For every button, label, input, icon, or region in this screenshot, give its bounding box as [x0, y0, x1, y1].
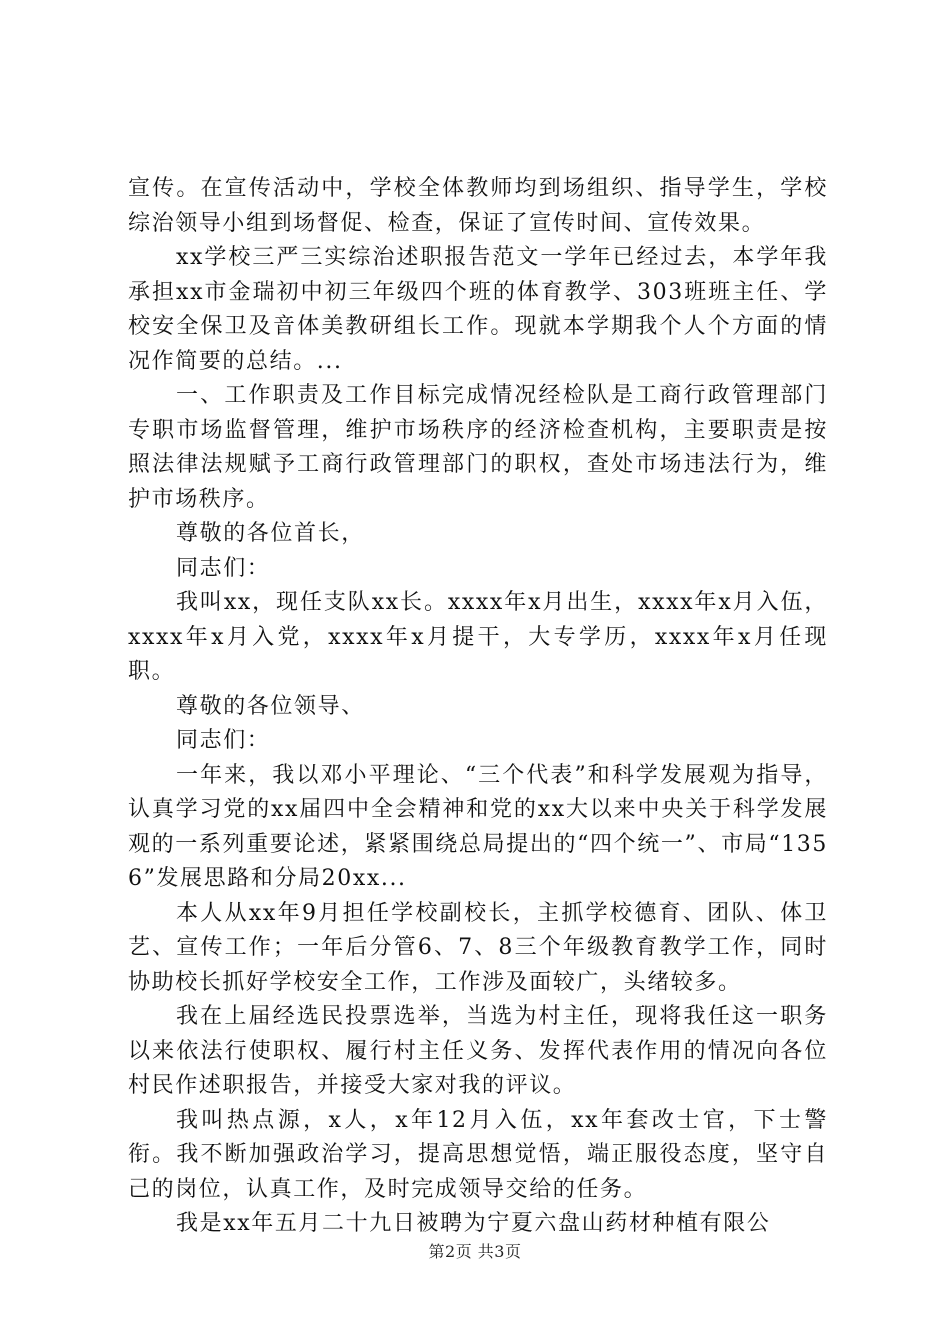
salutation: 尊敬的各位首长， — [176, 521, 365, 546]
salutation: 尊敬的各位领导、 — [176, 693, 365, 719]
paragraph: 一、工作职责及工作目标完成情况经检队是工商行政管理部门专职市场监督管理，维护市场秩序的经济检查机构，主要职责是按照法律法规赋予工商行政管理部门的职权，查处市场违法行为，维护市场秩序。 — [128, 383, 828, 512]
paragraph: xx学校三严三实综治述职报告范文一学年已经过去，本学年我承担xx市金瑞初中初三年级四个班的体育教学、303班班主任、学校安全保卫及音体美教研组长工作。现就本学期我个人个方面的情况作简要的总结。... — [128, 245, 828, 374]
paragraph: 我叫xx，现任支队xx长。xxxx年x月出生，xxxx年x月入伍，xxxx年x月入党，xxxx年x月提干，大专学历，xxxx年x月任现职。 — [128, 590, 828, 684]
paragraph: 一年来，我以邓小平理论、“三个代表”和科学发展观为指导，认真学习党的xx届四中全会精神和党的xx大以来中央关于科学发展观的一系列重要论述，紧紧围绕总局提出的“四个统一”、市局“1356”发展思路和分局20xx... — [128, 762, 828, 891]
document-body — [128, 172, 828, 1242]
salutation: 同志们： — [176, 728, 271, 753]
salutation: 同志们： — [176, 555, 271, 581]
paragraph-truncated: 我是xx年五月二十九日被聘为宁夏六盘山药材种植有限公 — [176, 1211, 771, 1236]
paragraph: 我在上届经选民投票选举，当选为村主任，现将我任这一职务以来依法行使职权、履行村主任义务、发挥代表作用的情况向各位村民作述职报告，并接受大家对我的评议。 — [128, 1004, 828, 1098]
paragraph: 本人从xx年9月担任学校副校长，主抓学校德育、团队、体卫艺、宣传工作；一年后分管6、7、8三个年级教育教学工作，同时协助校长抓好学校安全工作，工作涉及面较广，头绪较多。 — [128, 900, 828, 995]
page-number-footer: 第2页 共3页 — [428, 1242, 522, 1261]
paragraph-continuation: 宣传。在宣传活动中，学校全体教师均到场组织、指导学生，学校综治领导小组到场督促、检查，保证了宣传时间、宣传效果。 — [128, 176, 828, 236]
paragraph: 我叫热点源，x人，x年12月入伍，xx年套改士官，下士警衔。我不断加强政治学习，提高思想觉悟，端正服役态度，坚守自己的岗位，认真工作，及时完成领导交给的任务。 — [128, 1107, 828, 1202]
